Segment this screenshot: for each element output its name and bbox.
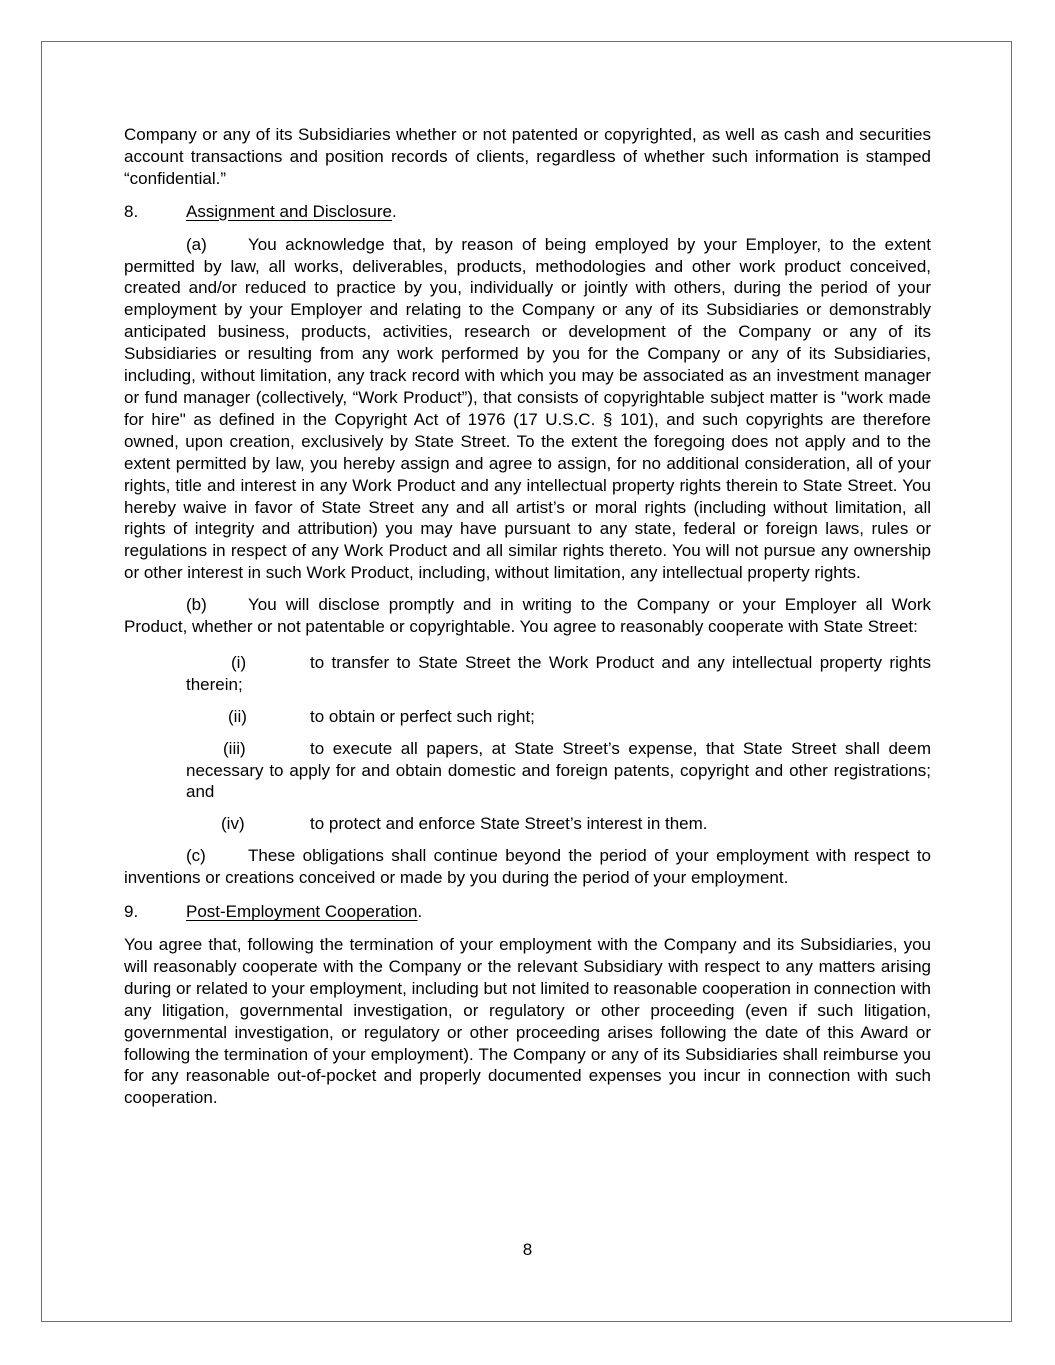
list-item-label: (ii) [228, 706, 247, 726]
list-item-label: (iv) [221, 814, 245, 834]
paragraph-label: (a) [186, 234, 207, 254]
section-9-body: You agree that, following the termination of your employment with the Company and its Subsidiaries, you will reasonably cooperate with the Company or the relevant Subsidiary with respect to any matters arising during or related to your employment, including but not limited to reasonable cooperation in connection with any litigation, governmental investigation, or regulatory or other proceeding (even if such litigation, governmental investigation, or regulatory or other proceeding arises following the date of this Award or following the termination of your employment). The Company or any of its Subsidiaries shall reimburse you for any reasonable out-of-pocket and properly documented expenses you incur in connection with such cooperation. [124, 935, 931, 1108]
section-title-suffix: . [391, 201, 397, 221]
paragraph-b [124, 594, 931, 638]
list-item [186, 738, 931, 804]
section-title-suffix: . [417, 902, 423, 922]
list-item-text: to obtain or perfect such right; [310, 706, 535, 726]
paragraph-text: These obligations shall continue beyond the period of your employment with respect to inventions or creations conceived or made by you during the period of your employment. [124, 846, 931, 888]
section-number: 9. [124, 902, 139, 922]
paragraph-text: You acknowledge that, by reason of being employed by your Employer, to the extent permitted by law, all works, deliverables, products, methodologies and other work product conceived, created and/or reduced to practice by you, individually or jointly with others, during the period of your employment by your Employer and relating to the Company or any of its Subsidiaries or demonstrably anticipated business, products, activities, research or development of the Company or any of its Subsidiaries or resulting from any work performed by you for the Company or any of its Subsidiaries, including, without limitation, any track record with which you may be associated as an investment manager or fund manager (collectively, “Work Product”), that consists of copyrightable subject matter is "work made for hire" as defined in the Copyright Act of 1976 (17 U.S.C. § 101), and such copyrights are therefore owned, upon creation, exclusively by State Street. To the extent the foregoing does not apply and to the extent permitted by law, you hereby assign and agree to assign, for no additional consideration, all of your rights, title and interest in any Work Product and any intellectual property rights therein to State Street. You hereby waive in favor of State Street any and all artist’s or moral rights (including without limitation, all rights of integrity and attribution) you may have pursuant to any state, federal or foreign laws, rules or regulations in respect of any Work Product and all similar rights thereto. You will not pursue any ownership or other interest in such Work Product, including, without limitation, any intellectual property rights. [124, 234, 931, 583]
paragraph-c [124, 845, 931, 889]
list-item-label: (i) [231, 652, 247, 672]
paragraph-label: (b) [186, 595, 207, 615]
section-8-heading [124, 201, 931, 223]
list-item-text: to protect and enforce State Street’s interest in them. [310, 814, 708, 834]
paragraph-text: You will disclose promptly and in writing to the Company or your Employer all Work Product, whether or not patentable or copyrightable. You agree to reasonably cooperate with State Street: [124, 595, 931, 637]
section-title: Post-Employment Cooperation [186, 902, 418, 922]
section-9-heading [124, 901, 931, 923]
list-item [186, 652, 931, 696]
section-title-wrap [186, 201, 397, 223]
list-item-label: (iii) [223, 738, 246, 758]
section-number: 8. [124, 201, 139, 221]
intro-paragraph: Company or any of its Subsidiaries whether or not patented or copyrighted, as well as cash and securities account transactions and position records of clients, regardless of whether such information is stamped “confidential.” [124, 125, 931, 188]
list-item-text: to execute all papers, at State Street’s expense, that State Street shall deem necessary to apply for and obtain domestic and foreign patents, copyright and other registrations; and [186, 738, 931, 802]
section-title: Assignment and Disclosure [186, 201, 392, 221]
section-title-wrap [186, 901, 422, 923]
list-item-text: to transfer to State Street the Work Product and any intellectual property rights therein; [186, 652, 931, 694]
paragraph-label: (c) [186, 846, 206, 866]
list-item [186, 813, 931, 835]
list-item [186, 706, 931, 728]
document-body [124, 124, 931, 1109]
page-number: 8 [522, 1240, 533, 1259]
paragraph-a [124, 234, 931, 585]
